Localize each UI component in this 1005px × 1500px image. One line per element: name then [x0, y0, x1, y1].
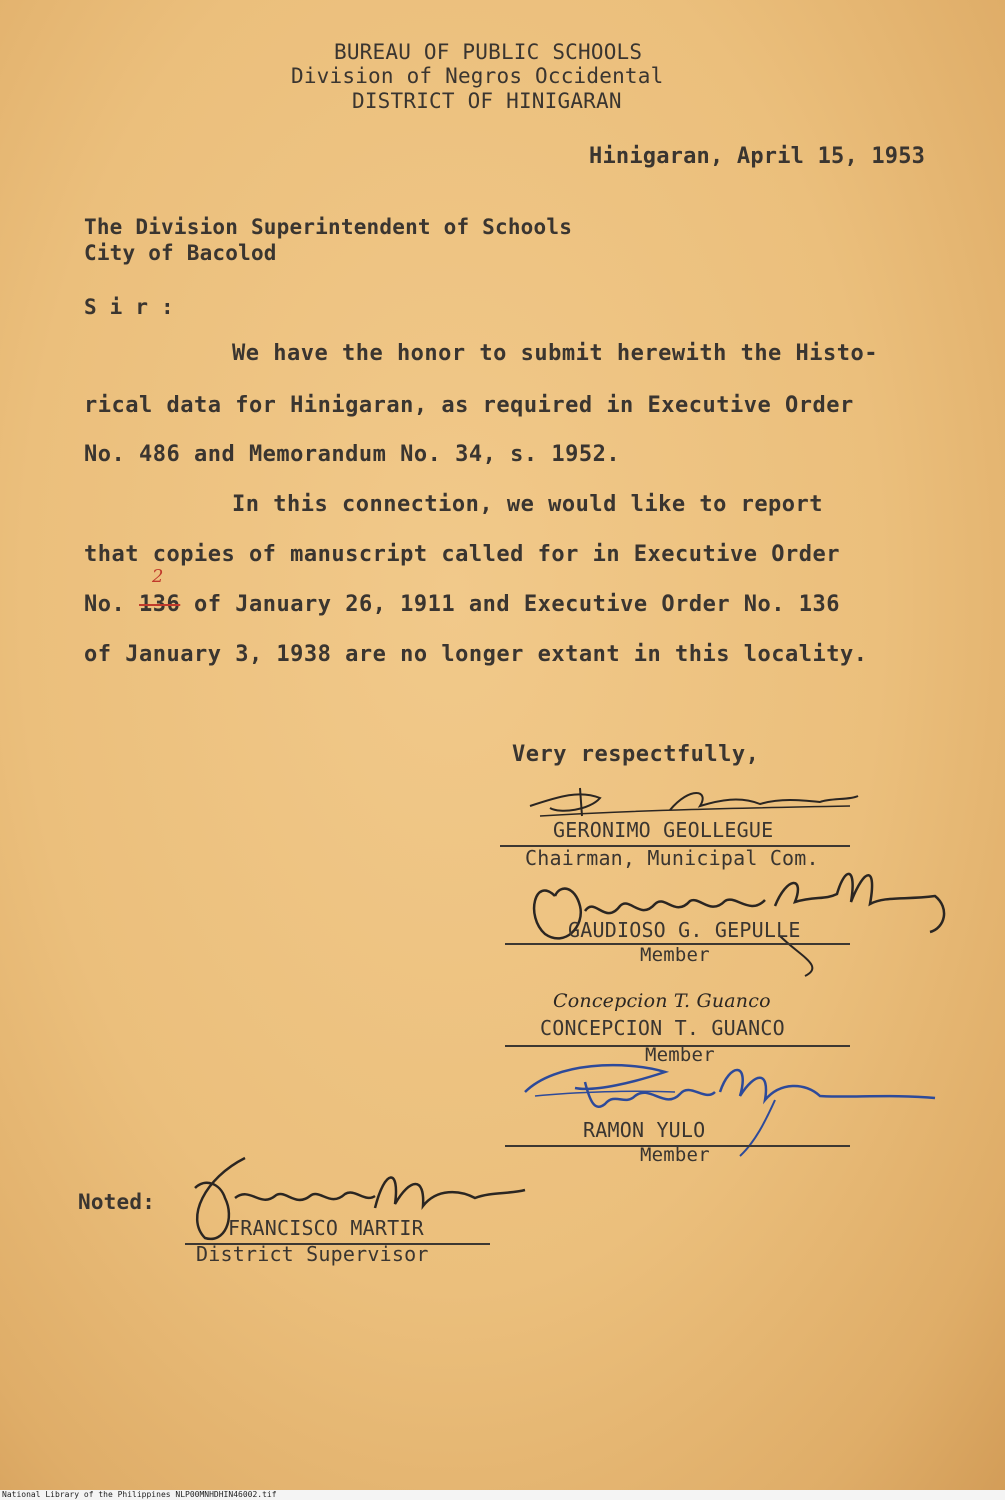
order-number-prefix: No.: [84, 592, 126, 617]
closing: Very respectfully,: [512, 742, 760, 767]
header-district: DISTRICT OF HINIGARAN: [352, 89, 622, 113]
body-p2-line-3: [84, 592, 840, 617]
body-p2-line-2: that copies of manuscript called for in Executive Order: [84, 542, 840, 567]
header-bureau: BUREAU OF PUBLIC SCHOOLS: [334, 40, 643, 64]
signatory-2-title: Member: [640, 944, 710, 966]
signatory-1-name: GERONIMO GEOLLEGUE: [553, 818, 774, 842]
body-p2-line-4: of January 3, 1938 are no longer extant in this locality.: [84, 642, 868, 667]
body-p1-line-3: No. 486 and Memorandum No. 34, s. 1952.: [84, 442, 621, 467]
handwritten-correction: 2: [152, 566, 164, 587]
signatory-1-title: Chairman, Municipal Com.: [525, 846, 819, 870]
salutation: S i r :: [84, 295, 174, 319]
archive-footer: National Library of the Philippines NLP00MNHDHIN46002.tif: [0, 1490, 1005, 1500]
signatory-2-name: GAUDIOSO G. GEPULLE: [568, 918, 801, 942]
body-p2-line-1: In this connection, we would like to report: [232, 492, 824, 517]
header-division: Division of Negros Occidental: [291, 64, 664, 88]
struck-order-number: 136: [139, 592, 181, 617]
date-line: Hinigaran, April 15, 1953: [589, 144, 926, 169]
order-number-rest: of January 26, 1911 and Executive Order No. 136: [194, 592, 841, 617]
body-p1-line-1: We have the honor to submit herewith the Histo-: [232, 341, 879, 366]
body-p1-line-2: rical data for Hinigaran, as required in Executive Order: [84, 393, 854, 418]
addressee-line-1: The Division Superintendent of Schools: [84, 215, 573, 239]
handwritten-signature-guanco: Concepcion T. Guanco: [553, 990, 771, 1012]
noted-name: FRANCISCO MARTIR: [228, 1216, 424, 1240]
signatory-3-title: Member: [645, 1044, 715, 1066]
signatory-3-name: CONCEPCION T. GUANCO: [540, 1016, 785, 1040]
signatory-4-name: RAMON YULO: [583, 1118, 706, 1142]
signatory-4-title: Member: [640, 1144, 710, 1166]
noted-label: Noted:: [78, 1190, 156, 1214]
noted-title: District Supervisor: [196, 1242, 429, 1266]
addressee-line-2: City of Bacolod: [84, 241, 277, 265]
